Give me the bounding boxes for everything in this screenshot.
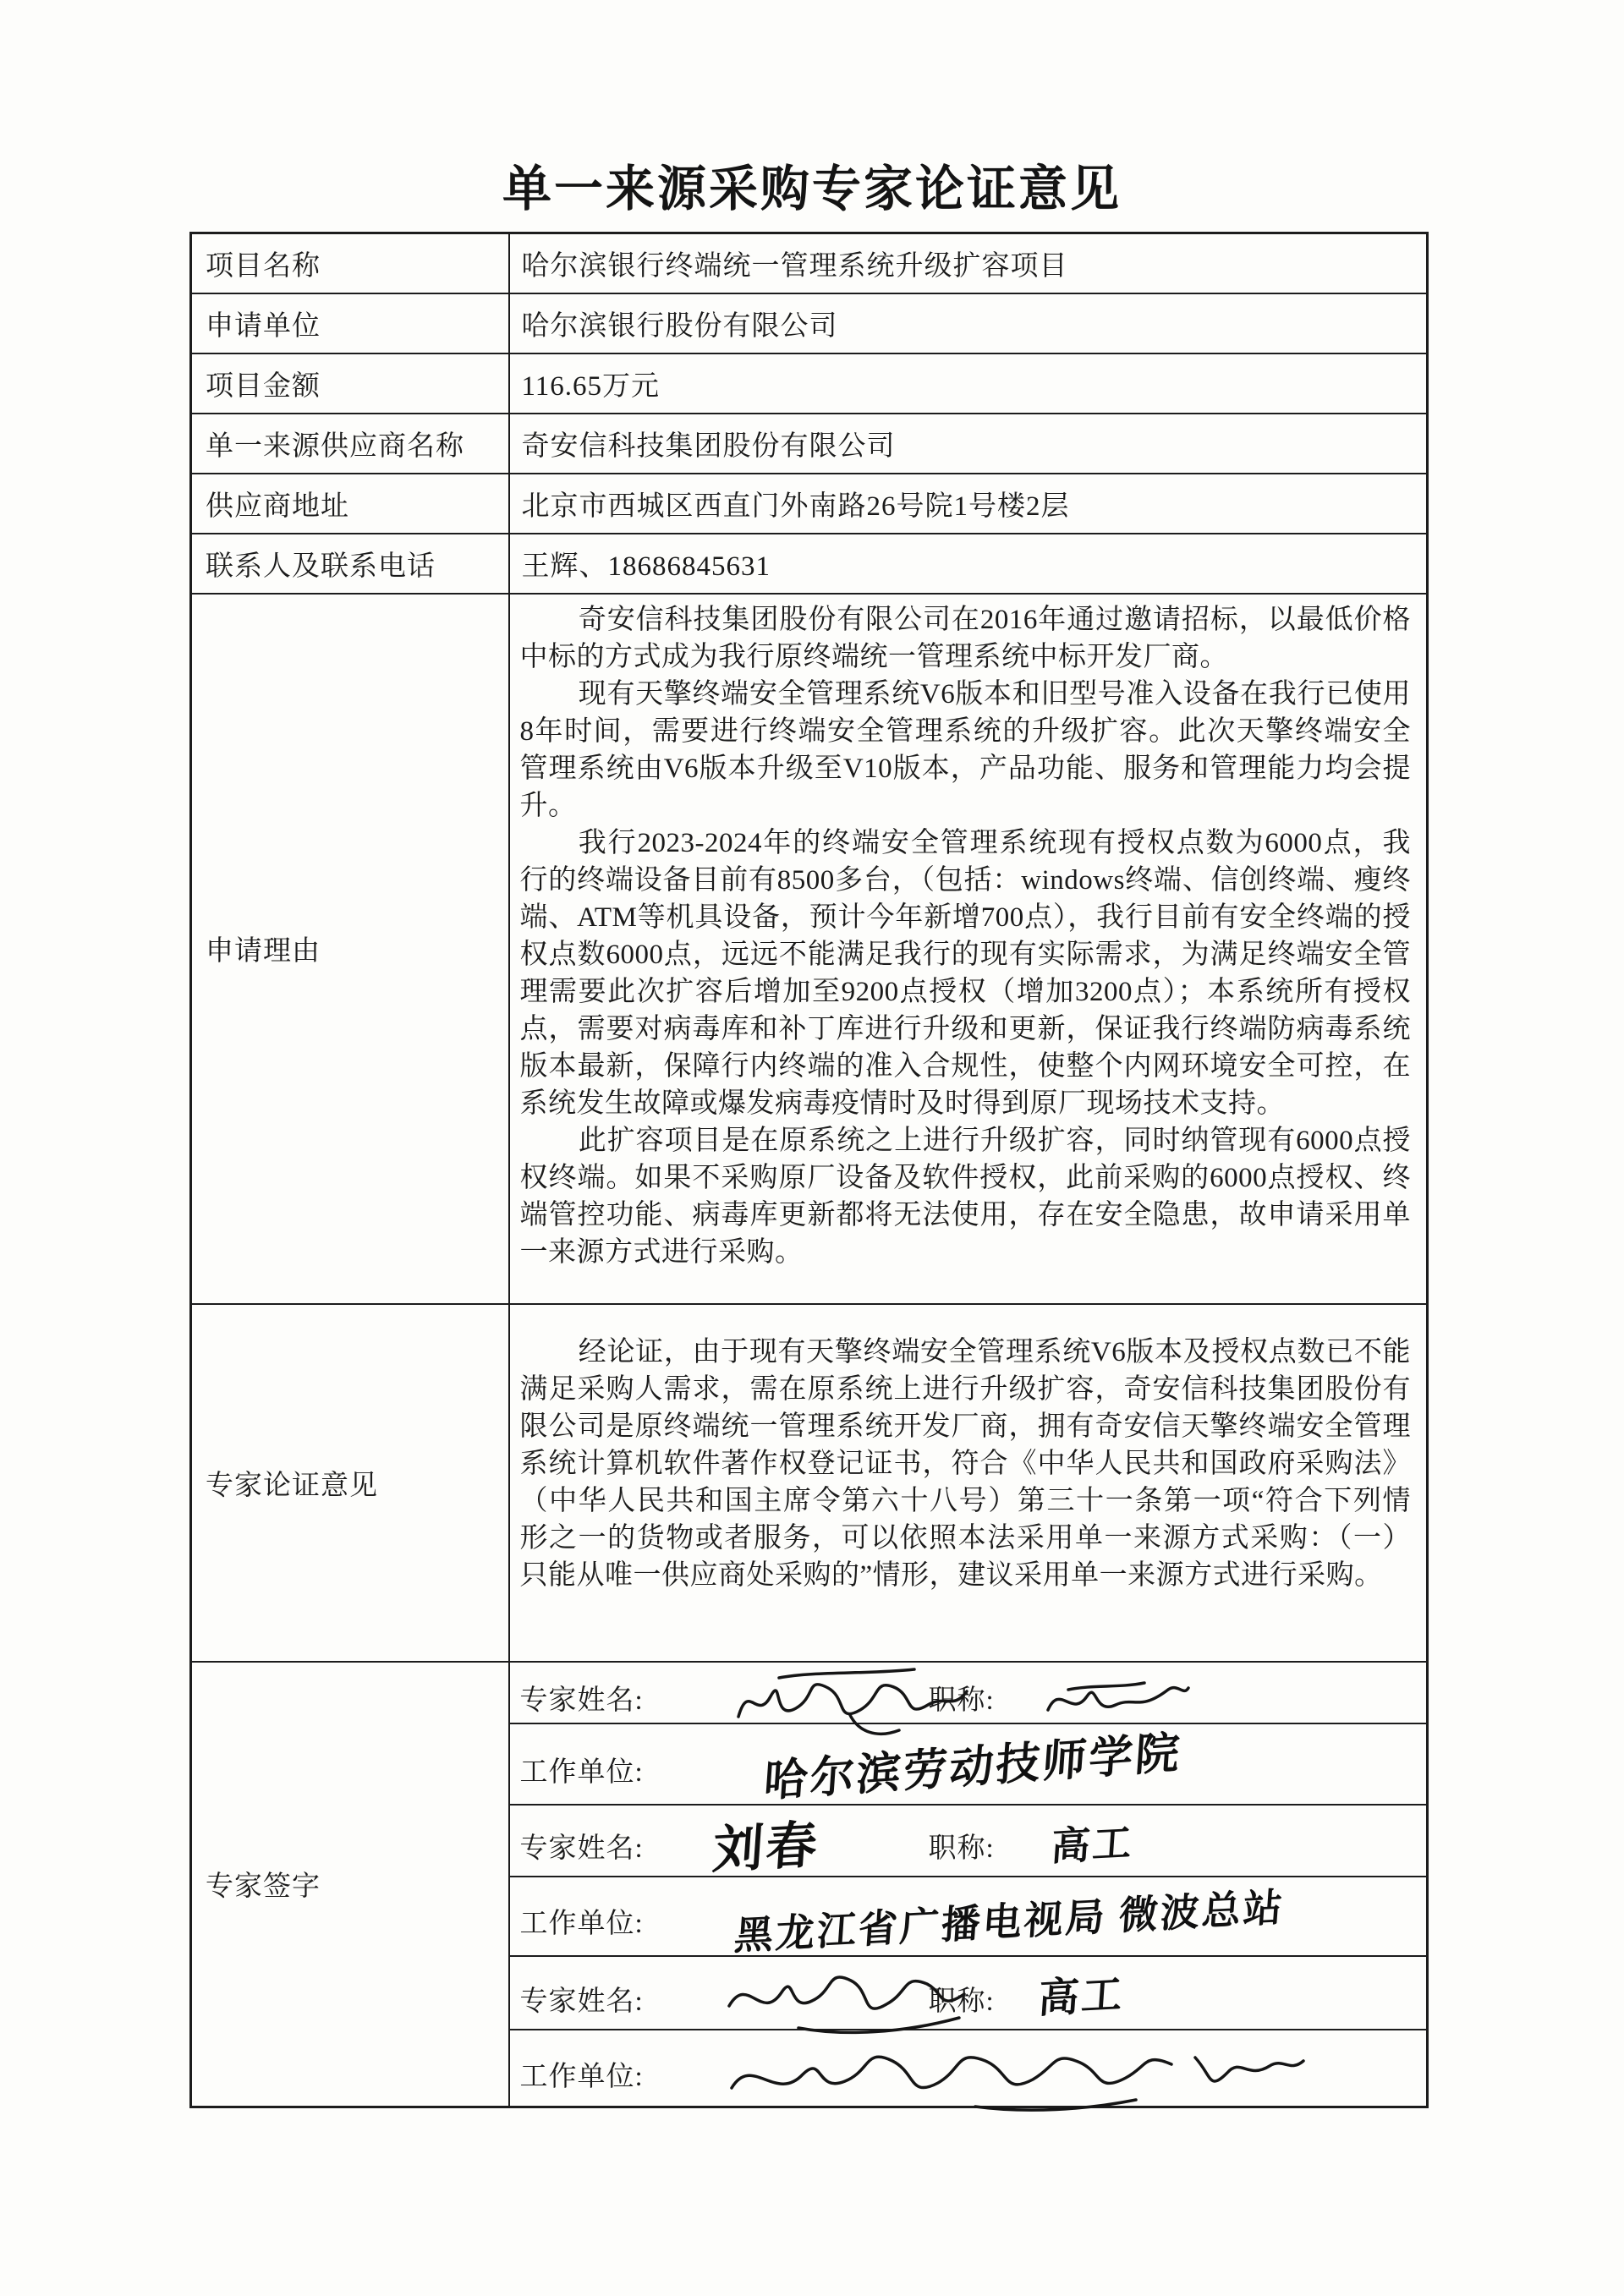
work-unit-label: 工作单位: [519, 2061, 644, 2092]
row-label-contact: 联系人及联系电话 [191, 534, 509, 594]
page-title: 单一来源采购专家论证意见 [502, 162, 1122, 216]
handwriting-expert3-name-signature [717, 1957, 979, 2041]
expert-title-label: 职称: [928, 1685, 995, 1716]
work-unit-label: 工作单位: [519, 1908, 644, 1939]
table-row [191, 534, 1428, 594]
apply-reason-label: 申请理由 [191, 594, 509, 1304]
expert-title-label: 职称: [928, 1986, 995, 2017]
apply-reason-row [191, 594, 1428, 1304]
row-value-contact: 王辉、18686845631 [509, 534, 1428, 594]
expert-opinion-label: 专家论证意见 [191, 1304, 509, 1662]
handwriting-expert2-unit: 黑龙江省广播电视局 微波总站 [732, 1885, 1287, 1958]
handwriting-expert3-unit [721, 2032, 1314, 2121]
apply-reason-text [509, 594, 1428, 1304]
handwriting-expert1-name-signature [723, 1663, 977, 1743]
row-value-supplier-name: 奇安信科技集团股份有限公司 [509, 414, 1428, 474]
reason-paragraph: 此扩容项目是在原系统之上进行升级扩容，同时纳管现有6000点授权终端。如果不采购原厂设备及软件授权，此前采购的6000点授权、终端管控功能、病毒库更新都将无法使用，存在安全隐患，故申请采用单一来源方式进行采购。 [519, 1125, 1411, 1268]
handwriting-expert2-title: 高工 [1049, 1820, 1135, 1869]
row-value-project-name: 哈尔滨银行终端统一管理系统升级扩容项目 [509, 233, 1428, 293]
opinion-table [189, 232, 1429, 2108]
expert-name-label: 专家姓名: [519, 1833, 644, 1864]
expert-opinion-text [509, 1304, 1428, 1662]
table-row [191, 474, 1428, 534]
table-row [191, 353, 1428, 414]
signature-row-expert1-name [191, 1662, 1428, 1723]
table-row [191, 233, 1428, 293]
signature-section-label: 专家签字 [191, 1662, 509, 2107]
table-row [191, 414, 1428, 474]
expert-title-label: 职称: [928, 1833, 995, 1864]
handwriting-expert3-title: 高工 [1036, 1971, 1126, 2022]
opinion-paragraph: 经论证，由于现有天擎终端安全管理系统V6版本及授权点数已不能满足采购人需求，需在原系统上进行升级扩容，奇安信科技集团股份有限公司是原终端统一管理系统开发厂商，拥有奇安信天擎终端安全管理系统计算机软件著作权登记证书，符合《中华人民共和国政府采购法》（中华人民共和国主席令第六十八号）第三十一条第一项“符合下列情形之一的货物或者服务，可以依照本法采用单一来源方式采购：（一）只能从唯一供应商处采购的”情形，建议采用单一来源方式进行采购。 [519, 1336, 1411, 1591]
row-value-amount: 116.65万元 [509, 353, 1428, 414]
row-label-supplier-address: 供应商地址 [191, 474, 509, 534]
handwriting-expert2-name-signature: 刘春 [710, 1817, 821, 1878]
reason-paragraph: 奇安信科技集团股份有限公司在2016年通过邀请招标，以最低价格中标的方式成为我行原终端统一管理系统中标开发厂商。 [519, 604, 1411, 672]
row-label-project-name: 项目名称 [191, 233, 509, 293]
row-label-applicant: 申请单位 [191, 293, 509, 353]
reason-paragraph: 现有天擎终端安全管理系统V6版本和旧型号准入设备在我行已使用8年时间，需要进行终端安全管理系统的升级扩容。此次天擎终端安全管理系统由V6版本升级至V10版本，产品功能、服务和管理能力均会提升。 [519, 678, 1411, 821]
row-label-supplier-name: 单一来源供应商名称 [191, 414, 509, 474]
expert-name-label: 专家姓名: [519, 1986, 644, 2017]
table-row [191, 293, 1428, 353]
row-value-supplier-address: 北京市西城区西直门外南路26号院1号楼2层 [509, 474, 1428, 534]
expert-name-label: 专家姓名: [519, 1685, 644, 1716]
work-unit-label: 工作单位: [519, 1756, 644, 1788]
row-value-applicant: 哈尔滨银行股份有限公司 [509, 293, 1428, 353]
expert-opinion-row [191, 1304, 1428, 1662]
row-label-amount: 项目金额 [191, 353, 509, 414]
handwriting-expert1-unit: 哈尔滨劳动技师学院 [761, 1729, 1183, 1807]
reason-paragraph: 我行2023-2024年的终端安全管理系统现有授权点数为6000点，我行的终端设备目前有8500多台，（包括：windows终端、信创终端、瘦终端、ATM等机具设备，预计今年新增700点），我行目前有安全终端的授权点数6000点，远远不能满足我行的现有实际需求，为满足终端安全管理需要此次扩容后增加至9200点授权（增加3200点）；本系统所有授权点，需要对病毒库和补丁库进行升级和更新，保证我行终端防病毒系统版本最新，保障行内终端的准入合规性，使整个内网环境安全可控，在系统发生故障或爆发病毒疫情时及时得到原厂现场技术支持。 [519, 827, 1411, 1119]
